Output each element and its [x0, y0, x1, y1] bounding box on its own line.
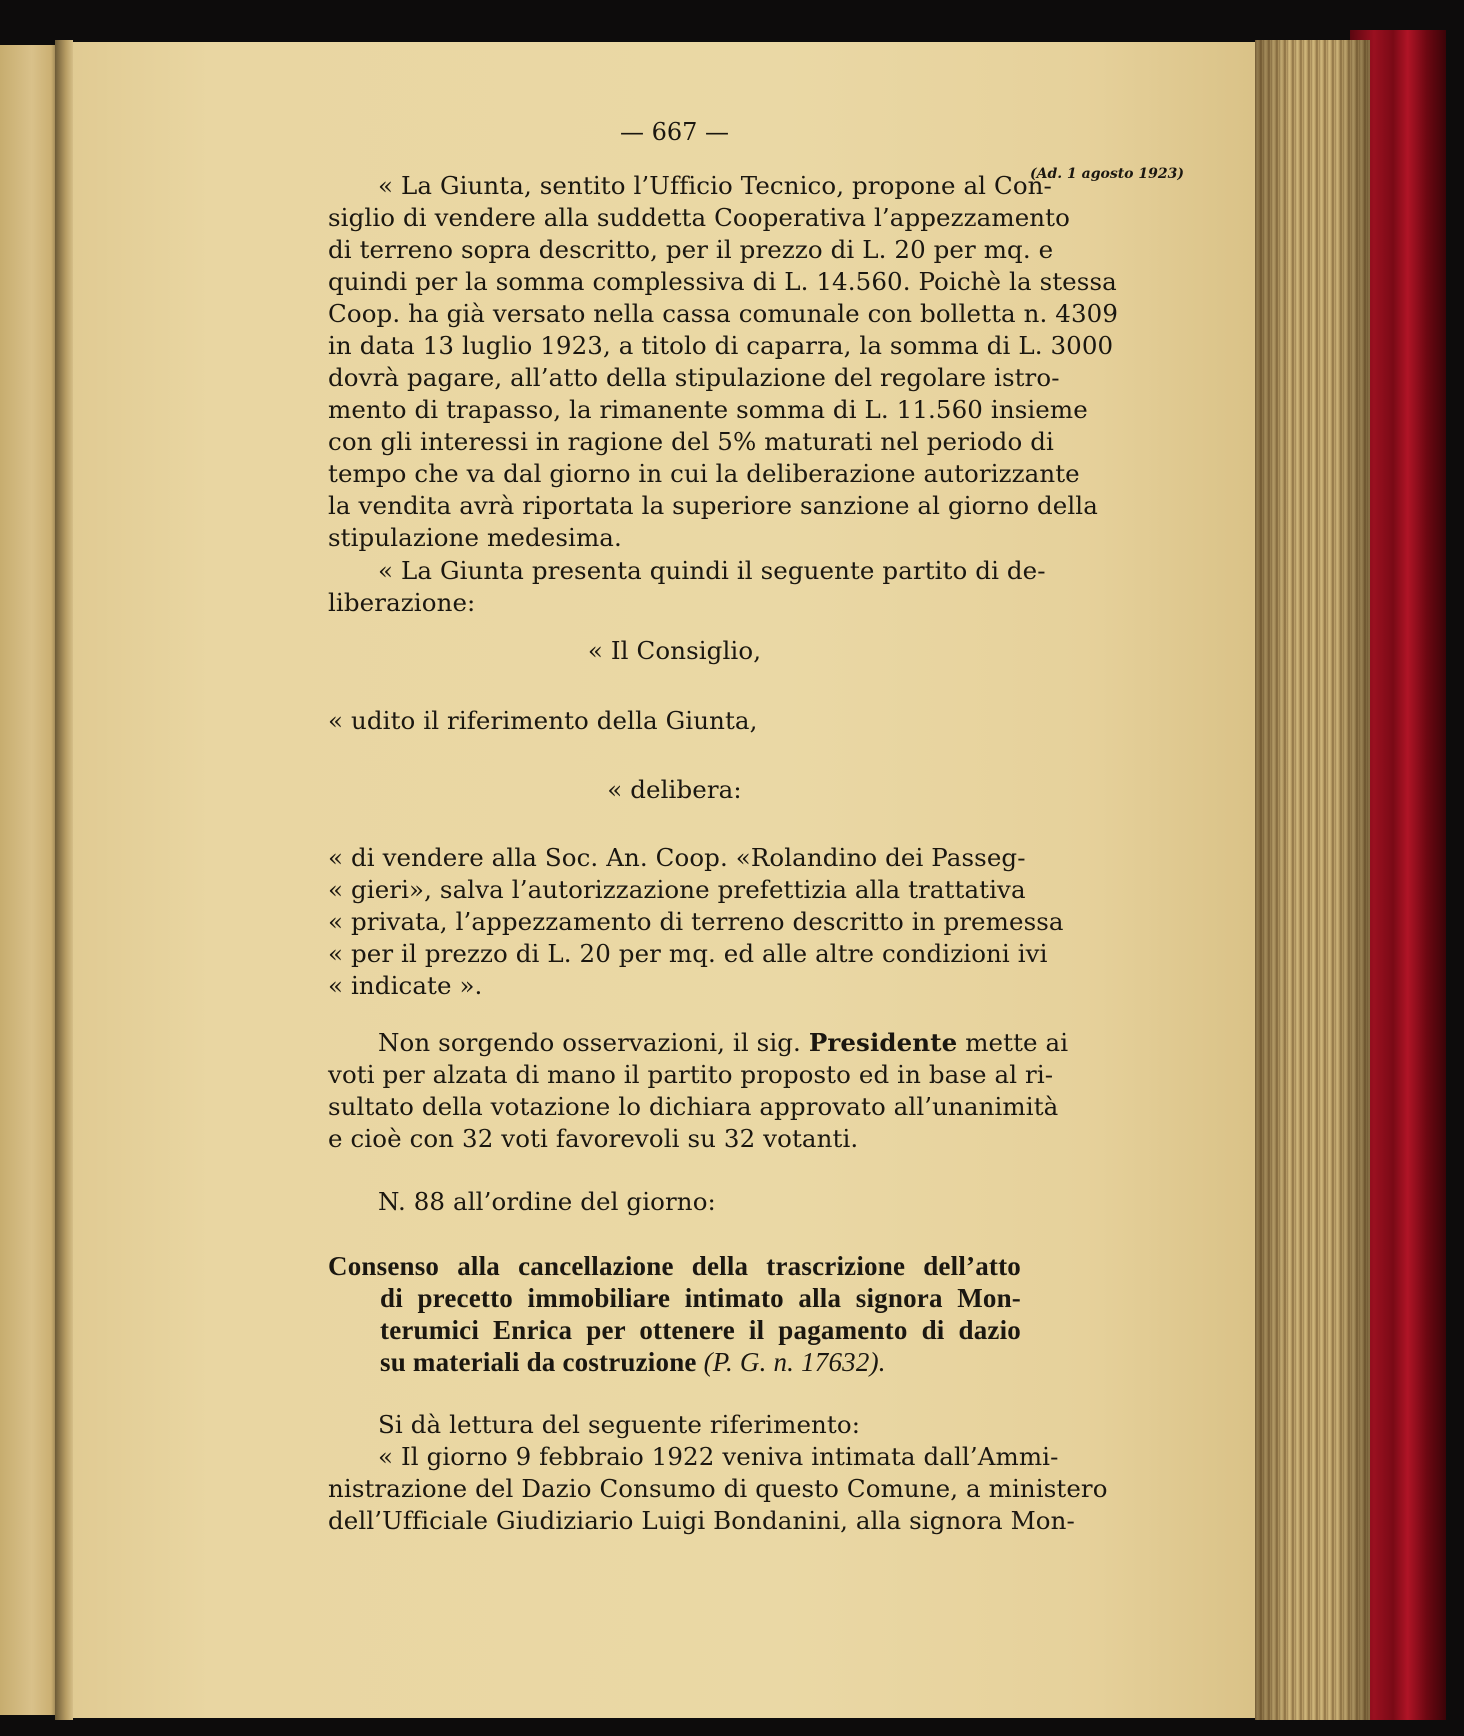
text-line: « La Giunta, sentito l’Ufficio Tecnico, propone al Con- — [378, 171, 1052, 200]
text-line: quindi per la somma complessiva di L. 14.560. Poichè la stessa — [328, 267, 1117, 296]
text-line: siglio di vendere alla suddetta Cooperativa l’appezzamento — [328, 203, 1070, 232]
margin-date-note: (Ad. 1 agosto 1923) — [1030, 166, 1184, 182]
text-line: « gieri», salva l’autorizzazione prefettizia alla trattativa — [328, 875, 1026, 904]
president-name: Presidente — [808, 1028, 958, 1057]
text-line: « indicate ». — [328, 971, 483, 1000]
text-line: « Il giorno 9 febbraio 1922 veniva intimata dall’Ammi- — [378, 1442, 1059, 1471]
deliberation-verb: « delibera: — [607, 775, 742, 804]
text-line: in data 13 luglio 1923, a titolo di caparra, la somma di L. 3000 — [328, 331, 1114, 360]
text-line: sultato della votazione lo dichiara approvato all’unanimità — [328, 1092, 1059, 1121]
text-line: stipulazione medesima. — [328, 523, 622, 552]
agenda-item-number: N. 88 all’ordine del giorno: — [378, 1187, 716, 1216]
text-line: e cioè con 32 voti favorevoli su 32 votanti. — [328, 1124, 859, 1153]
text-line: « udito il riferimento della Giunta, — [328, 706, 758, 735]
text-line: « di vendere alla Soc. An. Coop. «Rolandino dei Passeg- — [328, 843, 1026, 872]
text-line: Coop. ha già versato nella cassa comunale con bolletta n. 4309 — [328, 299, 1119, 328]
text-line: « privata, l’appezzamento di terreno descritto in premessa — [328, 907, 1064, 936]
text-line: dovrà pagare, all’atto della stipulazione del regolare istro- — [328, 363, 1060, 392]
text-line: « per il prezzo di L. 20 per mq. ed alle altre condizioni ivi — [328, 939, 1048, 968]
text-line: di terreno sopra descritto, per il prezzo di L. 20 per mq. e — [328, 235, 1054, 264]
text-line: Non sorgendo osservazioni, il sig. Presidente mette ai — [378, 1028, 1069, 1057]
section-heading-line: di precetto immobiliare intimato alla signora Mon- — [380, 1283, 1021, 1313]
text-line: « La Giunta presenta quindi il seguente partito di de- — [378, 556, 1046, 585]
text-line: voti per alzata di mano il partito proposto ed in base al ri- — [328, 1060, 1054, 1089]
text-line: liberazione: — [328, 588, 476, 617]
text-line: mento di trapasso, la rimanente somma di L. 11.560 insieme — [328, 395, 1088, 424]
text-line: Si dà lettura del seguente riferimento: — [378, 1410, 861, 1439]
text-line: tempo che va dal giorno in cui la deliberazione autorizzante — [328, 459, 1080, 488]
facing-page-edge — [0, 45, 58, 1715]
deliberation-header: « Il Consiglio, — [587, 636, 762, 665]
text-line: con gli interessi in ragione del 5% maturati nel periodo di — [328, 427, 1054, 456]
text-line: la vendita avrà riportata la superiore sanzione al giorno della — [328, 491, 1098, 520]
text-line: nistrazione del Dazio Consumo di questo Comune, a ministero — [328, 1474, 1108, 1503]
protocol-reference: (P. G. n. 17632). — [703, 1347, 886, 1377]
text-line: dell’Ufficiale Giudiziario Luigi Bondanini, alla signora Mon- — [328, 1506, 1075, 1535]
section-heading-line: terumici Enrica per ottenere il pagamento di dazio — [380, 1315, 1021, 1345]
book-gutter — [55, 40, 73, 1720]
section-heading-line: Consenso alla cancellazione della trascrizione dell’atto — [328, 1251, 1021, 1281]
page-number: — 667 — — [619, 118, 730, 146]
section-heading-line: su materiali da costruzione (P. G. n. 17632). — [380, 1347, 886, 1377]
